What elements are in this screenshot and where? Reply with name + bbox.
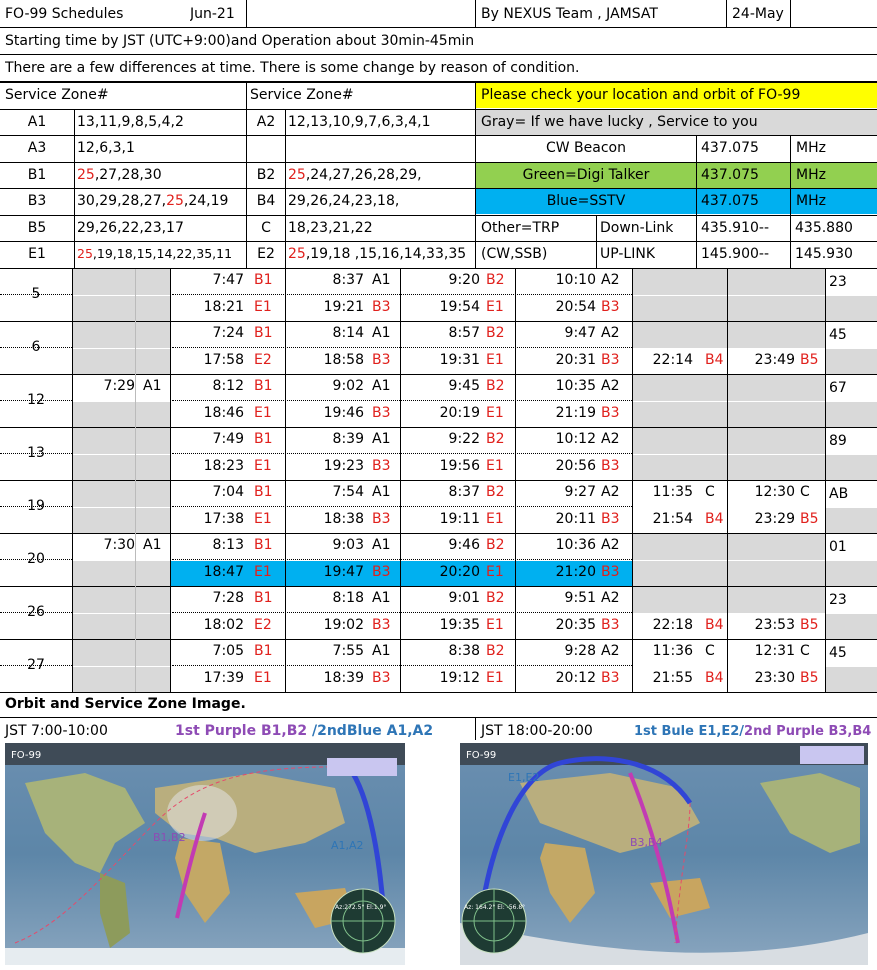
pass-time: 18:58 <box>323 351 364 368</box>
pass-time: 10:36 <box>555 537 596 553</box>
schedule-day: 12 <box>27 392 45 408</box>
zone-code-right: B4 <box>256 193 276 209</box>
schedule-day: 5 <box>31 286 41 302</box>
schedule-day: 27 <box>27 657 45 673</box>
pass-zone: B5 <box>800 351 819 368</box>
pass-zone: B4 <box>705 510 724 527</box>
pass-time: 20:54 <box>555 298 596 315</box>
pass-zone: B3 <box>601 298 620 315</box>
world-map-morning <box>5 743 405 965</box>
zone-list: 12,13,10,9,7,6,3,4,1 <box>288 113 431 130</box>
zone-priority: 25 <box>77 246 93 261</box>
info-unit: MHz <box>796 140 826 156</box>
jst-note: Starting time by JST (UTC+9:00)and Operation about 30min-45min <box>5 33 475 49</box>
pass-time: 9:03 <box>332 537 364 553</box>
zone-priority: 25 <box>77 166 95 183</box>
world-map-evening <box>460 743 868 965</box>
pass-time: 9:51 <box>564 590 596 606</box>
pass-zone: B2 <box>486 272 505 288</box>
pass-time: 9:01 <box>448 590 480 606</box>
legend-blue-e1e2: 1st Bule E1,E2/ <box>634 724 745 739</box>
pass-zone: B3 <box>601 563 620 580</box>
pass-zone: C <box>800 643 810 659</box>
pass-zone: E1 <box>486 457 504 474</box>
orbit-left-time: JST 7:00-10:00 <box>5 723 108 739</box>
zone-title-left: Service Zone# <box>5 87 109 103</box>
pass-zone: B2 <box>486 537 505 553</box>
pass-zone: B3 <box>601 616 620 633</box>
pass-time: 8:38 <box>448 643 480 659</box>
pass-zone: E1 <box>254 563 272 580</box>
pass-zone: B1 <box>254 537 273 553</box>
pass-time: 19:23 <box>323 457 364 474</box>
date-label: 24-May <box>732 6 784 22</box>
pass-time: 18:23 <box>203 457 244 474</box>
info-range-end: 435.880 <box>795 219 853 236</box>
pass-time: 8:57 <box>448 325 480 341</box>
sat-tag-left: FO-99 <box>11 750 42 761</box>
pass-time: 8:37 <box>448 484 480 500</box>
pass-zone: B2 <box>486 431 505 447</box>
zone-list: ,24,27,26,28,29, <box>305 166 422 183</box>
info-range-start: 145.900-- <box>701 246 769 262</box>
pass-time: 10:12 <box>555 431 596 447</box>
pass-zone: B4 <box>705 616 724 633</box>
pass-time: 23:29 <box>754 510 795 527</box>
pass-time: 17:38 <box>203 510 244 527</box>
pass-zone: A2 <box>601 643 620 659</box>
pass-zone: A1 <box>372 431 391 447</box>
pass-time: 22:18 <box>652 616 693 633</box>
pass-time: 19:46 <box>323 404 364 421</box>
pass-zone: A2 <box>601 590 620 606</box>
info-label: CW Beacon <box>545 140 626 156</box>
pass-time: 9:28 <box>564 643 596 659</box>
pass-time: 19:54 <box>439 298 480 315</box>
pass-zone: A1 <box>372 325 391 341</box>
orbit-section-title: Orbit and Service Zone Image. <box>5 696 246 712</box>
pass-time: 8:37 <box>332 272 364 288</box>
orbit-map-morning <box>5 743 405 965</box>
pass-zone: B5 <box>800 510 819 527</box>
pass-zone: B3 <box>601 404 620 421</box>
pass-time: 21:55 <box>652 669 693 686</box>
pass-time: 23:53 <box>754 616 795 633</box>
pass-zone: B1 <box>254 484 273 500</box>
sat-tag-right: FO-99 <box>466 750 497 761</box>
pass-time: 8:14 <box>332 325 364 341</box>
pass-time: 18:46 <box>203 404 244 421</box>
pass-time: 8:12 <box>212 378 244 394</box>
orbit-left-legend <box>175 720 433 742</box>
info-range-start: 435.910-- <box>701 219 769 236</box>
orbit-right-time: JST 18:00-20:00 <box>481 723 593 739</box>
month-label: Jun-21 <box>190 6 235 22</box>
schedule-day: 13 <box>27 445 45 461</box>
pass-zone: A2 <box>601 325 620 341</box>
pass-zone: B3 <box>372 457 391 474</box>
pass-zone: E1 <box>254 510 272 527</box>
pass-time: 12:30 <box>754 484 795 500</box>
pass-zone: B3 <box>372 669 391 686</box>
zone-list: 13,11,9,8,5,4,2 <box>77 113 184 130</box>
zone-list: 18,23,21,22 <box>288 219 373 236</box>
schedule-code: 01 <box>829 539 847 555</box>
info-freq-label: UP-LINK <box>600 246 656 262</box>
label-b3b4: B3,B4 <box>630 836 663 849</box>
pass-time: 22:14 <box>652 351 693 368</box>
pass-time: 19:11 <box>439 510 480 527</box>
pass-time: 20:31 <box>555 351 596 368</box>
pass-zone: B3 <box>601 669 620 686</box>
zone-list: 29,26,24,23,18, <box>288 193 400 209</box>
team-label: By NEXUS Team , JAMSAT <box>481 6 658 22</box>
pass-zone: E1 <box>254 298 272 315</box>
zone-code-right: C <box>261 219 271 236</box>
info-freq: 437.075 <box>701 140 759 156</box>
info-unit: MHz <box>791 188 877 214</box>
pass-zone: B2 <box>486 325 505 341</box>
zone-list: ,27,28,30 <box>94 166 162 183</box>
schedule-day: 19 <box>27 498 45 514</box>
pass-zone: A2 <box>601 378 620 394</box>
pass-zone: E1 <box>254 669 272 686</box>
pass-zone: B3 <box>372 510 391 527</box>
schedule-day: 6 <box>31 339 41 355</box>
zone-list: ,19,18 ,15,16,14,33,35 <box>305 246 467 262</box>
pass-zone: A1 <box>143 378 162 394</box>
legend-purple-b1b2: 1st Purple B1,B2 <box>175 723 308 739</box>
pass-time: 18:39 <box>323 669 364 686</box>
pass-time: 9:46 <box>448 537 480 553</box>
zone-list: 30,29,28,27, <box>77 193 167 209</box>
zone-numbers-right <box>288 215 373 241</box>
pass-zone: C <box>705 484 715 500</box>
pass-time: 20:35 <box>555 616 596 633</box>
zone-numbers-left <box>77 188 228 214</box>
pass-zone: E1 <box>486 563 504 580</box>
pass-time: 12:31 <box>754 643 795 659</box>
zone-numbers-left <box>77 135 135 161</box>
pass-time: 8:18 <box>332 590 364 606</box>
info-label: Other=TRP <box>481 219 560 236</box>
pass-time: 21:20 <box>555 563 596 580</box>
pass-time: 23:49 <box>754 351 795 368</box>
pass-zone: C <box>705 643 715 659</box>
zone-code-right: B2 <box>256 166 276 183</box>
pass-time: 8:13 <box>212 537 244 553</box>
pass-zone: B4 <box>705 669 724 686</box>
pass-zone: A1 <box>372 537 391 553</box>
pass-zone: A2 <box>601 537 620 553</box>
pass-time: 7:24 <box>212 325 244 341</box>
pass-time: 10:35 <box>555 378 596 394</box>
zone-priority: 25 <box>288 166 306 183</box>
pass-time: 19:21 <box>323 298 364 315</box>
pass-time: 19:56 <box>439 457 480 474</box>
pass-time: 9:45 <box>448 378 480 394</box>
label-e1e2: E1,E2 <box>508 771 540 784</box>
pass-time: 7:47 <box>212 272 244 288</box>
zone-numbers-left <box>77 162 162 188</box>
pass-zone: E1 <box>486 298 504 315</box>
zone-code-right: A2 <box>256 113 276 130</box>
pass-zone: B2 <box>486 590 505 606</box>
zone-numbers-right <box>288 162 422 188</box>
legend-blue-a1a2: /2ndBlue A1,A2 <box>307 723 434 739</box>
service-zone-table <box>0 82 877 268</box>
label-b1b2: B1,B2 <box>153 831 186 844</box>
pass-zone: B1 <box>254 431 273 447</box>
header-row-1 <box>0 0 877 28</box>
info-label: Green=Digi Talker <box>476 162 696 188</box>
pass-zone: B1 <box>254 590 273 606</box>
pass-zone: B1 <box>254 643 273 659</box>
pass-time: 7:30 <box>103 537 135 553</box>
zone-priority: 25 <box>288 246 306 262</box>
header-row-2 <box>0 28 877 55</box>
pass-time: 18:21 <box>203 298 244 315</box>
orbit-right-legend <box>634 722 871 742</box>
pass-time: 18:38 <box>323 510 364 527</box>
pass-time: 19:31 <box>439 351 480 368</box>
pass-time: 19:12 <box>439 669 480 686</box>
zone-numbers-left <box>77 241 232 267</box>
pass-zone: C <box>800 484 810 500</box>
schedule-code: 23 <box>829 592 847 608</box>
zone-numbers-right <box>288 188 399 214</box>
pass-time: 8:39 <box>332 431 364 447</box>
label-a1a2: A1,A2 <box>331 839 364 852</box>
pass-zone: E1 <box>486 404 504 421</box>
pass-time: 21:19 <box>555 404 596 421</box>
pass-time: 18:02 <box>203 616 244 633</box>
schedule-code: AB <box>829 486 849 502</box>
schedule-day: 20 <box>27 551 45 567</box>
pass-time: 10:10 <box>555 272 596 288</box>
pass-zone: A1 <box>372 643 391 659</box>
zone-list: ,19,18,15,14,22,35,11 <box>92 246 233 261</box>
pass-zone: E1 <box>486 510 504 527</box>
pass-zone: A1 <box>372 272 391 288</box>
pass-time: 9:02 <box>332 378 364 394</box>
pass-zone: E1 <box>486 616 504 633</box>
pass-time: 20:19 <box>439 404 480 421</box>
zone-list: ,24,19 <box>183 193 229 209</box>
pass-time: 7:28 <box>212 590 244 606</box>
zone-code-left: A3 <box>27 140 47 156</box>
pass-zone: B5 <box>800 669 819 686</box>
pass-zone: B3 <box>372 616 391 633</box>
pass-time: 23:30 <box>754 669 795 686</box>
pass-zone: B3 <box>601 457 620 474</box>
schedule-day: 26 <box>27 604 45 620</box>
pass-zone: E1 <box>254 457 272 474</box>
schedule-code: 45 <box>829 327 847 343</box>
zone-code-left: B3 <box>27 193 47 209</box>
schedule-code: 89 <box>829 433 847 449</box>
info-freq-label: Down-Link <box>600 219 674 236</box>
pass-zone: B5 <box>800 616 819 633</box>
info-label: Blue=SSTV <box>476 188 696 214</box>
pass-time: 19:35 <box>439 616 480 633</box>
pass-time: 11:36 <box>652 643 693 659</box>
pass-time: 7:05 <box>212 643 244 659</box>
pass-zone: A1 <box>372 590 391 606</box>
zone-code-left: B1 <box>27 166 47 183</box>
pass-zone: B3 <box>372 404 391 421</box>
zone-code-left: E1 <box>28 246 46 262</box>
pass-zone: B2 <box>486 484 505 500</box>
pass-zone: A1 <box>372 378 391 394</box>
info-freq: 437.075 <box>697 162 790 188</box>
pass-zone: E2 <box>254 616 272 633</box>
info-unit: MHz <box>791 162 877 188</box>
zone-code-left: B5 <box>27 219 47 236</box>
schedule-code: 45 <box>829 645 847 661</box>
radar-readout-right: Az: 164.2° El: -56.8° <box>464 904 526 911</box>
pass-zone: A2 <box>601 484 620 500</box>
pass-time: 17:39 <box>203 669 244 686</box>
pass-zone: B3 <box>372 563 391 580</box>
pass-time: 7:29 <box>103 378 135 394</box>
pass-time: 7:04 <box>212 484 244 500</box>
zone-priority: 25 <box>166 193 184 209</box>
pass-zone: B4 <box>705 351 724 368</box>
gray-lucky-note: Gray= If we have lucky , Service to you <box>476 109 877 135</box>
pass-time: 9:27 <box>564 484 596 500</box>
zone-code-right: E2 <box>257 246 275 262</box>
zone-numbers-right <box>288 109 431 135</box>
pass-zone: A1 <box>143 537 162 553</box>
pass-time: 11:35 <box>652 484 693 500</box>
zone-numbers-left <box>77 109 184 135</box>
pass-time: 21:54 <box>652 510 693 527</box>
pass-time: 9:47 <box>564 325 596 341</box>
pass-zone: B1 <box>254 325 273 341</box>
pass-time: 20:56 <box>555 457 596 474</box>
check-location-banner: Please check your location and orbit of FO-99 <box>476 82 877 108</box>
info-range-end: 145.930 <box>795 246 853 262</box>
pass-time: 18:47 <box>203 563 244 580</box>
pass-zone: E1 <box>486 351 504 368</box>
pass-time: 9:22 <box>448 431 480 447</box>
pass-time: 20:12 <box>555 669 596 686</box>
pass-zone: E1 <box>486 669 504 686</box>
pass-zone: A2 <box>601 272 620 288</box>
pass-zone: A2 <box>601 431 620 447</box>
info-label: (CW,SSB) <box>481 246 548 262</box>
pass-time: 9:20 <box>448 272 480 288</box>
pass-zone: B3 <box>372 351 391 368</box>
pass-zone: B3 <box>601 510 620 527</box>
schedule-code: 23 <box>829 274 847 290</box>
zone-list: 12,6,3,1 <box>77 140 135 156</box>
orbit-map-evening <box>460 743 868 965</box>
schedule-title: FO-99 Schedules <box>5 6 124 22</box>
pass-time: 7:49 <box>212 431 244 447</box>
pass-time: 17:58 <box>203 351 244 368</box>
pass-zone: B1 <box>254 272 273 288</box>
pass-zone: B3 <box>372 298 391 315</box>
zone-title-right: Service Zone# <box>250 87 354 103</box>
pass-zone: E1 <box>254 404 272 421</box>
pass-zone: B2 <box>486 643 505 659</box>
pass-zone: A1 <box>372 484 391 500</box>
pass-zone: B3 <box>601 351 620 368</box>
legend-purple-b3b4: 2nd Purple B3,B4 <box>744 724 872 739</box>
pass-time: 19:47 <box>323 563 364 580</box>
zone-numbers-right <box>288 241 466 267</box>
pass-time: 20:20 <box>439 563 480 580</box>
radar-readout-left: Az:272.5° El:1.9° <box>335 904 387 911</box>
condition-note: There are a few differences at time. There is some change by reason of condition. <box>5 60 580 76</box>
schedule-code: 67 <box>829 380 847 396</box>
pass-zone: B2 <box>486 378 505 394</box>
schedule-grid <box>0 268 877 692</box>
info-freq: 437.075 <box>697 188 790 214</box>
pass-time: 7:54 <box>332 484 364 500</box>
pass-zone: E2 <box>254 351 272 368</box>
pass-time: 19:02 <box>323 616 364 633</box>
zone-list: 29,26,22,23,17 <box>77 219 184 236</box>
pass-time: 20:11 <box>555 510 596 527</box>
pass-time: 7:55 <box>332 643 364 659</box>
header-row-3 <box>0 55 877 82</box>
zone-numbers-left <box>77 215 184 241</box>
pass-zone: B1 <box>254 378 273 394</box>
zone-code-left: A1 <box>27 113 47 130</box>
